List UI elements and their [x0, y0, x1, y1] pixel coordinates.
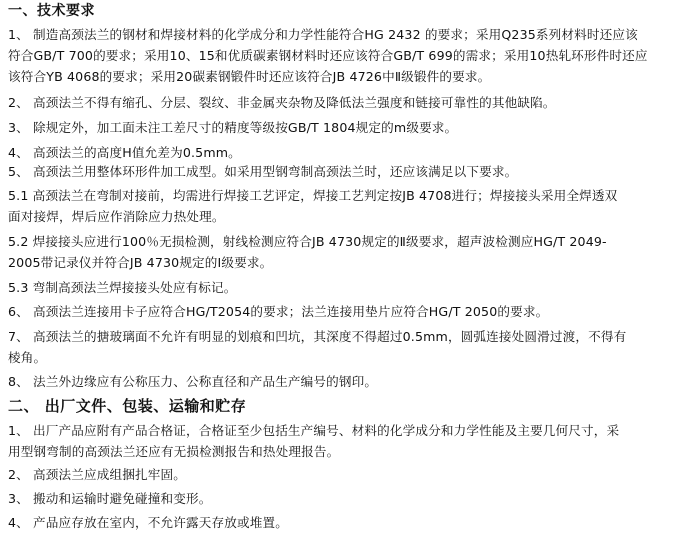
paragraph-line: 1、 制造高颈法兰的钢材和焊接材料的化学成分和力学性能符合HG 2432 的要求；采用Q235系列材料时还应该	[8, 27, 638, 42]
paragraph-line: 3、 搬动和运输时避免碰撞和变形。	[8, 491, 212, 506]
section-heading-shipping-storage: 二、 出厂文件、包装、运输和贮存	[8, 397, 247, 415]
paragraph-line: 用型钢弯制的高颈法兰还应有无损检测报告和热处理报告。	[8, 444, 340, 459]
paragraph-line: 面对接焊，焊后应作消除应力热处理。	[8, 209, 225, 224]
paragraph-line: 8、 法兰外边缘应有公称压力、公称直径和产品生产编号的钢印。	[8, 374, 378, 389]
paragraph-line: 3、 除规定外，加工面未注工差尺寸的精度等级按GB/T 1804规定的m级要求。	[8, 120, 458, 135]
paragraph-line: 4、 产品应存放在室内，不允许露天存放或堆置。	[8, 515, 288, 530]
paragraph-line: 6、 高颈法兰连接用卡子应符合HG/T2054的要求；法兰连接用垫片应符合HG/T 2050的要求。	[8, 304, 549, 319]
paragraph-line: 5.1 高颈法兰在弯制对接前，均需进行焊接工艺评定，焊接工艺判定按JB 4708进行；焊接接头采用全焊透双	[8, 188, 618, 203]
paragraph-line: 4、 高颈法兰的高度H值允差为0.5mm。	[8, 145, 241, 160]
paragraph-line: 5.3 弯制高颈法兰焊接接头处应有标记。	[8, 280, 237, 295]
paragraph-line: 5.2 焊接接头应进行100％无损检测，射线检测应符合JB 4730规定的Ⅱ级要求，超声波检测应HG/T 2049-	[8, 234, 607, 249]
paragraph-line: 2005带记录仪并符合JB 4730规定的Ⅰ级要求。	[8, 255, 273, 270]
section-heading-technical-requirements: 一、技术要求	[8, 3, 95, 19]
paragraph-line: 7、 高颈法兰的搪玻璃面不允许有明显的划痕和凹坑，其深度不得超过0.5mm，圆弧连接处圆滑过渡，不得有	[8, 329, 627, 344]
paragraph-line: 2、 高颈法兰不得有缩孔、分层、裂纹、非金属夹杂物及降低法兰强度和链接可靠性的其他缺陷。	[8, 95, 556, 110]
paragraph-line: 2、 高颈法兰应成组捆扎牢固。	[8, 467, 186, 482]
paragraph-line: 符合GB/T 700的要求；采用10、15和优质碳素钢材料时还应该符合GB/T 699的需求；采用10热轧环形件时还应	[8, 48, 648, 63]
paragraph-line: 1、 出厂产品应附有产品合格证，合格证至少包括生产编号、材料的化学成分和力学性能及主要几何尺寸，采	[8, 423, 620, 438]
paragraph-line: 该符合YB 4068的要求；采用20碳素钢锻件时还应该符合JB 4726中Ⅱ级锻件的要求。	[8, 69, 491, 84]
paragraph-line: 5、 高颈法兰用整体环形件加工成型。如采用型钢弯制高颈法兰时，还应该满足以下要求。	[8, 164, 518, 179]
paragraph-line: 棱角。	[8, 350, 47, 365]
